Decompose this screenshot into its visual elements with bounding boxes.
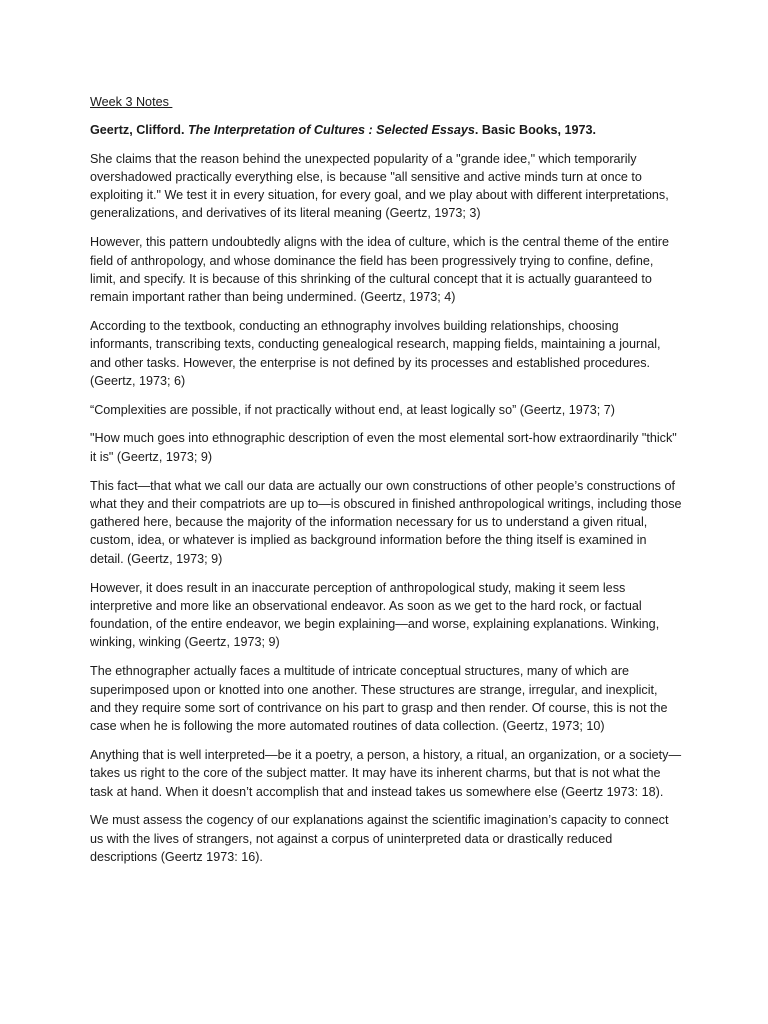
note-paragraph: “Complexities are possible, if not practically without end, at least logically so” (Geertz, 1973; 7) [90, 402, 615, 417]
note-paragraph: We must assess the cogency of our explanations against the scientific imagination’s capacity to connect us with the lives of strangers, not against a corpus of uninterpreted data or drastically reduced descriptions (Geertz 1973: 16). [90, 813, 669, 864]
document-page [90, 93, 682, 877]
note-paragraph: This fact—that what we call our data are actually our own constructions of other people’s constructions of what they and their compatriots are up to—is obscured in finished anthropological writings, including those gathered here, because the majority of the information necessary for us to understand a given ritual, custom, idea, or whatever is implied as background information before the thing itself is examined in detail. (Geertz, 1973; 9) [90, 478, 682, 566]
note-paragraph: However, this pattern undoubtedly aligns with the idea of culture, which is the central theme of the entire field of anthropology, and whose dominance the field has been progressively trying to confine, define, limit, and specify. It is because of this shrinking of the cultural concept that it is actually guaranteed to remain important rather than being undermined. (Geertz, 1973; 4) [90, 235, 669, 305]
note-paragraph: However, it does result in an inaccurate perception of anthropological study, making it seem less interpretive and more like an observational endeavor. As soon as we get to the hard rock, or factual foundation, of the entire endeavor, we begin explaining—and worse, explaining explanations. Winking, winking, winking (Geertz, 1973; 9) [90, 580, 660, 650]
citation-author: Geertz, Clifford. [90, 123, 188, 138]
notes-heading: Week 3 Notes [90, 95, 173, 109]
note-paragraph: She claims that the reason behind the unexpected popularity of a "grande idee," which temporarily overshadowed practically everything else, is because "all sensitive and active minds turn at once to exploiting it." We test it in every situation, for every goal, and we play about with different interpretations, generalizations, and derivatives of its literal meaning (Geertz, 1973; 3) [90, 151, 669, 221]
note-paragraph: Anything that is well interpreted—be it a poetry, a person, a history, a ritual, an organization, or a society—takes us right to the core of the subject matter. It may have its inherent charms, but that is not what the task at hand. When it doesn’t accomplish that and instead takes us somewhere else (Geertz 1973: 18). [90, 747, 682, 799]
citation-publisher: . Basic Books, 1973. [474, 123, 597, 138]
note-paragraph: The ethnographer actually faces a multitude of intricate conceptual structures, many of which are superimposed upon or knotted into one another. These structures are strange, irregular, and inexplicit, and they require some sort of contrivance on his part to grasp and then render. Of course, this is not the case when he is following the more automated routines of data collection. (Geertz, 1973; 10) [90, 664, 668, 734]
citation-title: The Interpretation of Cultures : Selected Essays [187, 123, 475, 138]
note-paragraph: According to the textbook, conducting an ethnography involves building relationships, choosing informants, transcribing texts, conducting genealogical research, mapping fields, maintaining a journal, and other tasks. However, the enterprise is not defined by its processes and established procedures. (Geertz, 1973; 6) [90, 318, 661, 388]
note-paragraph: "How much goes into ethnographic description of even the most elemental sort-how extraordinarily "thick" it is" (Geertz, 1973; 9) [90, 431, 677, 464]
bibliographic-citation [90, 121, 682, 139]
